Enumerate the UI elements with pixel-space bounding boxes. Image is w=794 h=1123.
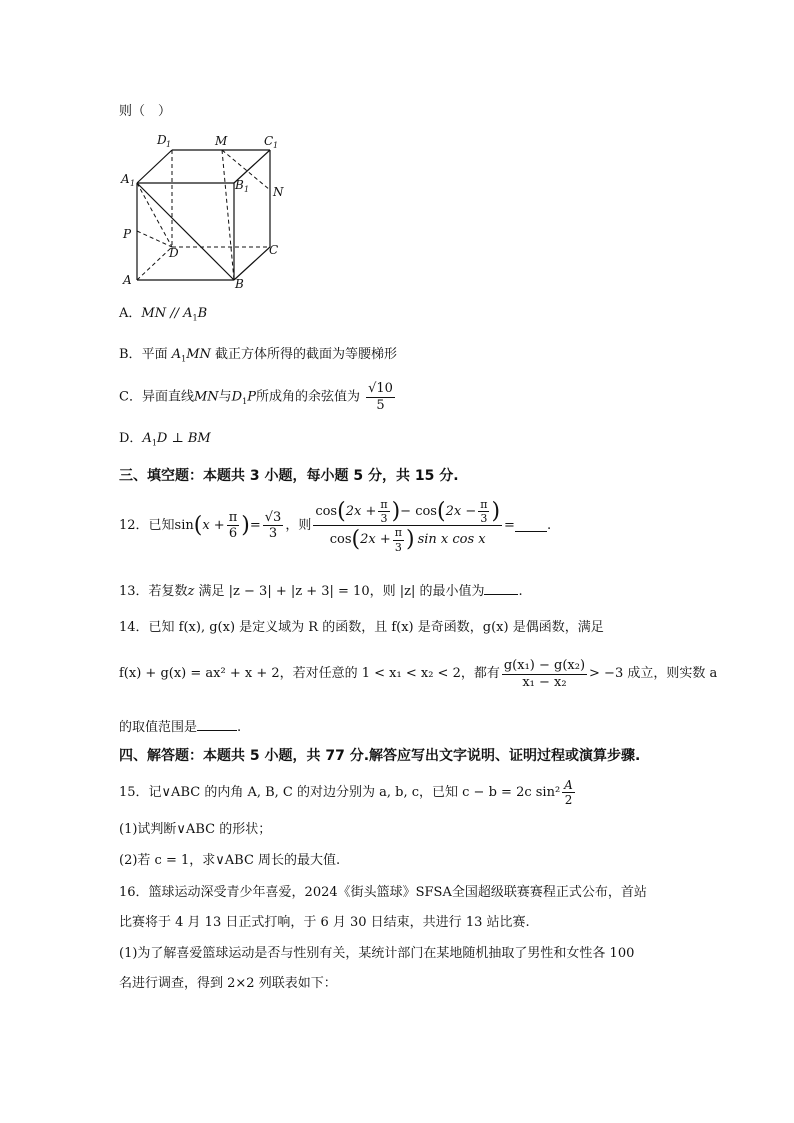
q15-part1: (1)试判断∨ABC 的形状；: [119, 822, 272, 837]
q15-part2: (2)若 c = 1，求∨ABC 周长的最大值.: [119, 853, 341, 868]
option-b[interactable]: B．平面 $A_1MN$ 截正方体所得的截面为等腰梯形: [119, 347, 398, 364]
q13-answer-blank[interactable]: [484, 582, 518, 595]
q12-answer-blank[interactable]: [515, 519, 547, 532]
label-B1: B: [235, 178, 244, 192]
cube-solid-edges: [137, 150, 270, 280]
q16-line1: 16．篮球运动深受青少年喜爱，2024《街头篮球》SFSA全国超级联赛赛程正式公布，首站: [119, 885, 647, 900]
q14-line2: f(x) + g(x) = ax² + x + 2，若对任意的 1 < x₁ < x₂ < 2，都有 $\frac{\text{g(x₁) − g(x₂)}}{\text{x₁ − x₂}}$ > −3 成立，则实数 a: [119, 658, 718, 690]
section3-title: 三、填空题：本题共 3 小题，每小题 5 分，共 15 分.: [119, 468, 459, 484]
label-M: M: [215, 134, 228, 148]
q11-stem-tail: 则（ ）: [119, 104, 172, 119]
cube-figure: [119, 128, 299, 293]
q16-line3: (1)为了解喜爱篮球运动是否与性别有关，某统计部门在某地随机抽取了男性和女性各 100: [119, 946, 635, 961]
option-d[interactable]: D．$A_1D$ ⊥ BM: [119, 431, 211, 448]
q14-answer-blank[interactable]: [197, 718, 237, 731]
q16-line4: 名进行调查，得到 2×2 列联表如下：: [119, 976, 337, 991]
label-B1-sub: 1: [244, 185, 250, 194]
label-B: B: [235, 277, 244, 291]
q14-line3: 的取值范围是 .: [119, 720, 242, 735]
label-C: C: [269, 243, 279, 257]
label-D1-sub: 1: [166, 140, 172, 149]
label-A1: A: [121, 172, 130, 186]
label-P: P: [123, 227, 132, 241]
option-a[interactable]: A．MN // $A_1B$: [119, 306, 208, 323]
option-c[interactable]: C．异面直线MN与$D_1P$所成角的余弦值为 $\frac{√10}{5}$: [119, 381, 393, 413]
q12-big-fraction: cos ( 2x + $\frac{\pi}{3}$ ) − cos ( 2x − $\frac{\pi}{3}$ ) cos ( 2x + $\frac{\pi}{3}$ ) sin x cos x: [315, 498, 501, 554]
label-N: N: [273, 185, 284, 199]
label-D: D: [169, 246, 179, 260]
label-A1-sub: 1: [130, 179, 136, 188]
label-C1: C: [264, 134, 274, 148]
section4-title: 四、解答题：本题共 5 小题，共 77 分.解答应写出文字说明、证明过程或演算步骤.: [119, 748, 641, 764]
cube-hidden-edges: [137, 150, 270, 280]
q16-line2: 比赛将于 4 月 13 日正式打响，于 6 月 30 日结束，共进行 13 站比赛.: [119, 915, 530, 930]
label-A: A: [123, 273, 132, 287]
q13: 13．若复数z 满足 |z − 3| + |z + 3| = 10，则 |z| 的最小值为 .: [119, 584, 523, 599]
label-D1: D: [157, 133, 167, 147]
cos-value-fraction: $\frac{√10}{5}$: [368, 381, 393, 413]
q12: 12．已知 sin ( x + $\frac{\pi}{6}$ ) = $\frac{√3}{3}$ ，则 cos ( 2x + $\frac{\pi}{3}$ ) − cos ( 2x − $\frac{\pi}{3}$ ) cos ( 2x + $\frac{\pi}{3}$ ) sin x cos x = .: [119, 498, 552, 554]
label-C1-sub: 1: [273, 141, 279, 150]
q14-line1: 14．已知 f(x), g(x) 是定义域为 R 的函数，且 f(x) 是奇函数，g(x) 是偶函数，满足: [119, 620, 604, 635]
q15-line1: 15．记∨ABC 的内角 A, B, C 的对边分别为 a, b, c，已知 c − b = 2c sin² $\frac{A}{2}$: [119, 778, 573, 808]
